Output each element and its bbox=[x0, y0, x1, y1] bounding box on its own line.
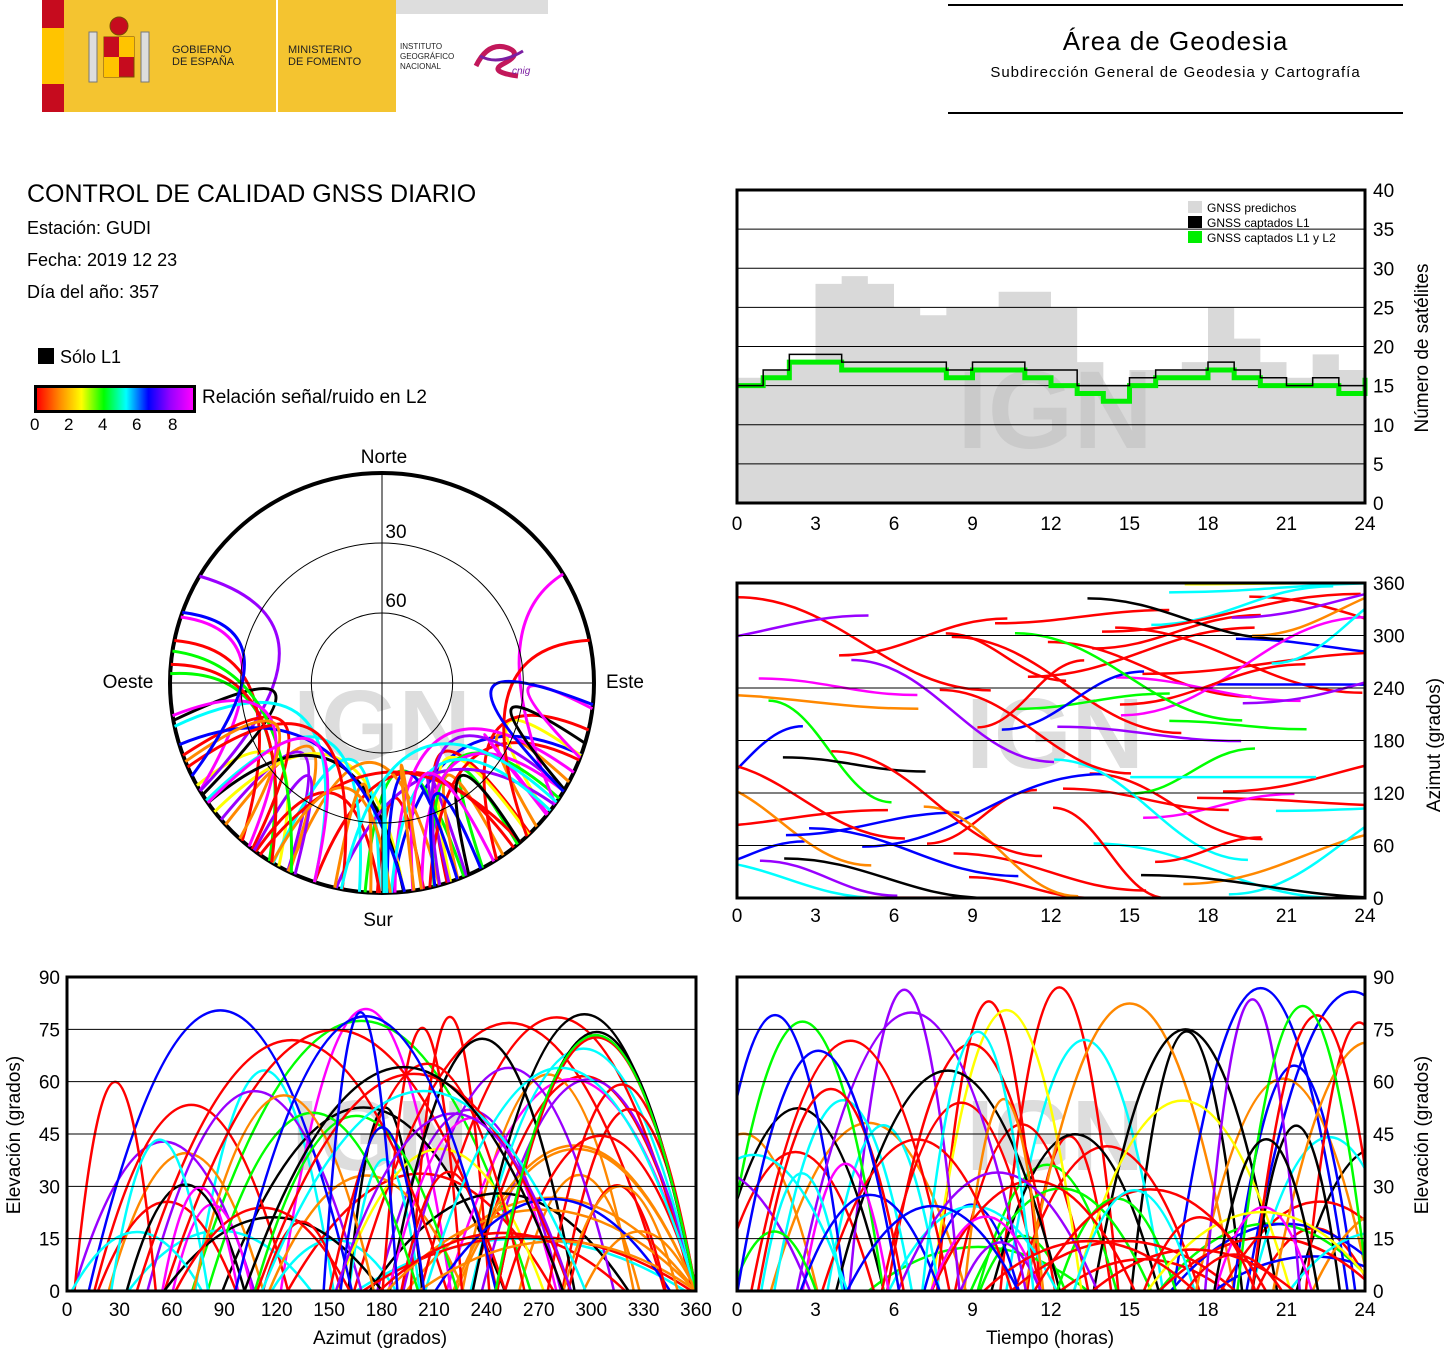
azimuth-xtick-label: 18 bbox=[1197, 906, 1219, 927]
elev-az-xtick-label: 240 bbox=[470, 1300, 503, 1321]
azimuth-track bbox=[927, 790, 1037, 844]
azimuth-ytick-label: 360 bbox=[1373, 574, 1405, 595]
skyplot-ring-label: 60 bbox=[385, 591, 407, 612]
elev-az-ytick-label: 75 bbox=[38, 1020, 60, 1042]
cnig-label: cnig bbox=[512, 66, 531, 77]
elev-az-xtick-label: 60 bbox=[161, 1300, 183, 1321]
count-xtick-label: 0 bbox=[731, 514, 743, 535]
elev-az-xlabel: Azimut (grados) bbox=[312, 1328, 448, 1349]
azimuth-ytick-label: 240 bbox=[1373, 679, 1405, 700]
snr-legend-label: Relación señal/ruido en L2 bbox=[202, 387, 427, 408]
azimuth-track bbox=[784, 858, 989, 898]
elev-az-xtick-label: 270 bbox=[522, 1300, 555, 1321]
azimuth-xtick-label: 12 bbox=[1040, 906, 1062, 927]
azimuth-track bbox=[1115, 628, 1362, 693]
azimuth-track bbox=[924, 807, 1078, 897]
count-xtick-label: 12 bbox=[1040, 514, 1062, 535]
ign-text: INSTITUTO GEOGRÁFICO NACIONAL bbox=[400, 42, 455, 71]
elev-az-xtick-label: 180 bbox=[365, 1300, 398, 1321]
elev-az-ytick-label: 60 bbox=[38, 1072, 60, 1094]
count-ytick-label: 30 bbox=[1373, 259, 1395, 281]
azimuth-track bbox=[700, 694, 919, 708]
azimuth-track bbox=[700, 761, 904, 839]
count-ytick-label: 15 bbox=[1373, 376, 1395, 398]
skyplot-south-label: Sur bbox=[363, 910, 393, 931]
azimuth-track bbox=[809, 828, 1018, 876]
elev-time-xtick-label: 3 bbox=[810, 1300, 821, 1321]
count-ytick-label: 40 bbox=[1373, 181, 1395, 202]
ign-watermark: IGN bbox=[957, 349, 1153, 472]
snr-tick-0: 0 bbox=[30, 415, 40, 434]
azimuth-xtick-label: 21 bbox=[1275, 906, 1298, 927]
elev-az-xtick-label: 210 bbox=[418, 1300, 450, 1321]
count-legend-label: GNSS predichos bbox=[1207, 201, 1297, 215]
azimuth-ylabel: Azimut (grados) bbox=[1424, 677, 1445, 813]
ign-watermark: IGN bbox=[966, 1080, 1144, 1192]
elev-time-xtick-label: 0 bbox=[731, 1300, 743, 1321]
azimuth-ytick-label: 180 bbox=[1373, 731, 1405, 753]
azimuth-track bbox=[995, 610, 1169, 623]
azimuth-track bbox=[1102, 594, 1361, 632]
elev-time-ytick-label: 15 bbox=[1373, 1229, 1395, 1251]
count-legend-swatch bbox=[1188, 231, 1202, 243]
station-label: Estación: GUDI bbox=[27, 218, 152, 238]
elev-az-ytick-label: 30 bbox=[38, 1177, 60, 1199]
azimuth-xtick-label: 3 bbox=[810, 906, 821, 927]
azimuth-track bbox=[1276, 806, 1445, 811]
count-legend-swatch bbox=[1188, 216, 1202, 228]
azimuth-ytick-label: 0 bbox=[1373, 889, 1384, 910]
elev-time-ytick-label: 0 bbox=[1373, 1282, 1384, 1303]
elev-time-xtick-label: 6 bbox=[888, 1300, 900, 1321]
azimuth-ytick-label: 120 bbox=[1373, 784, 1405, 805]
azimuth-track bbox=[1249, 597, 1445, 644]
elev-az-ylabel: Elevación (grados) bbox=[4, 1055, 25, 1215]
count-xtick-label: 6 bbox=[888, 514, 900, 535]
azimuth-xtick-label: 15 bbox=[1118, 906, 1141, 927]
count-legend-label: GNSS captados L1 bbox=[1207, 216, 1310, 230]
azimuth-track bbox=[737, 597, 991, 690]
elev-az-track bbox=[111, 1140, 208, 1291]
elev-time-ytick-label: 90 bbox=[1373, 968, 1395, 989]
elev-az-xtick-label: 0 bbox=[61, 1300, 73, 1321]
area-title: Área de Geodesia bbox=[1062, 26, 1289, 56]
count-xtick-label: 3 bbox=[810, 514, 821, 535]
elev-az-xtick-label: 30 bbox=[108, 1300, 130, 1321]
count-ylabel: Número de satélites bbox=[1412, 263, 1433, 433]
skyplot-ring-label: 30 bbox=[385, 522, 407, 543]
snr-tick-6: 6 bbox=[132, 415, 142, 434]
elev-time-xtick-label: 9 bbox=[967, 1300, 978, 1321]
skyplot-track bbox=[383, 783, 386, 893]
azimuth-xtick-label: 9 bbox=[967, 906, 978, 927]
elev-az-xtick-label: 90 bbox=[213, 1300, 235, 1321]
elev-time-ytick-label: 45 bbox=[1373, 1125, 1395, 1146]
elev-time-ylabel: Elevación (grados) bbox=[1412, 1055, 1433, 1215]
elev-az-xtick-label: 120 bbox=[260, 1300, 293, 1321]
elev-time-xtick-label: 12 bbox=[1040, 1300, 1062, 1321]
elev-time-xtick-label: 18 bbox=[1197, 1300, 1219, 1321]
elev-az-ytick-label: 90 bbox=[38, 968, 60, 989]
snr-tick-8: 8 bbox=[168, 415, 178, 434]
azimuth-ytick-label: 300 bbox=[1373, 626, 1405, 648]
gobierno-text: GOBIERNO DE ESPAÑA bbox=[172, 44, 235, 68]
snr-tick-2: 2 bbox=[64, 415, 74, 434]
count-xtick-label: 21 bbox=[1275, 514, 1298, 535]
ign-watermark: IGN bbox=[291, 1080, 469, 1192]
elev-az-ytick-label: 15 bbox=[38, 1229, 60, 1251]
azimuth-track bbox=[695, 860, 881, 898]
count-xtick-label: 24 bbox=[1354, 514, 1376, 535]
doy-label: Día del año: 357 bbox=[27, 282, 160, 302]
azimuth-track bbox=[687, 810, 888, 827]
ministerio-text: MINISTERIO DE FOMENTO bbox=[288, 44, 362, 68]
elev-az-ytick-label: 0 bbox=[49, 1282, 60, 1303]
ign-watermark: IGN bbox=[293, 670, 471, 782]
azimuth-track bbox=[839, 618, 1007, 655]
azimuth-track bbox=[1141, 875, 1395, 898]
elev-az-ytick-label: 45 bbox=[38, 1125, 60, 1146]
count-legend-label: GNSS captados L1 y L2 bbox=[1207, 231, 1336, 245]
elev-az-xtick-label: 300 bbox=[575, 1300, 608, 1321]
elev-time-xlabel: Tiempo (horas) bbox=[985, 1328, 1115, 1349]
count-legend-swatch bbox=[1188, 201, 1202, 213]
count-ytick-label: 20 bbox=[1373, 337, 1395, 359]
azimuth-track bbox=[783, 757, 926, 771]
count-ytick-label: 25 bbox=[1373, 298, 1395, 320]
ign-watermark: IGN bbox=[966, 678, 1144, 790]
skyplot-east-label: Este bbox=[605, 672, 645, 693]
elev-az-xtick-label: 330 bbox=[627, 1300, 660, 1321]
count-ytick-label: 0 bbox=[1373, 494, 1384, 515]
azimuth-xtick-label: 6 bbox=[888, 906, 900, 927]
azimuth-track bbox=[1130, 749, 1255, 794]
elev-az-xtick-label: 150 bbox=[313, 1300, 345, 1321]
skyplot-west-label: Oeste bbox=[102, 672, 154, 693]
count-ytick-label: 10 bbox=[1373, 415, 1395, 437]
azimuth-track bbox=[1142, 652, 1398, 674]
azimuth-track bbox=[1155, 837, 1261, 862]
azimuth-track bbox=[1169, 721, 1306, 729]
count-ytick-label: 35 bbox=[1373, 220, 1395, 242]
elev-time-ytick-label: 30 bbox=[1373, 1177, 1395, 1199]
azimuth-ytick-label: 60 bbox=[1373, 836, 1395, 858]
azimuth-track bbox=[1053, 808, 1166, 898]
elev-time-xtick-label: 15 bbox=[1118, 1300, 1141, 1321]
snr-tick-4: 4 bbox=[98, 415, 108, 434]
azimuth-track bbox=[759, 678, 918, 695]
azimuth-track bbox=[1087, 598, 1283, 639]
area-subtitle: Subdirección General de Geodesia y Cartografía bbox=[990, 64, 1361, 81]
elev-time-xtick-label: 21 bbox=[1275, 1300, 1298, 1321]
skyplot-north-label: Norte bbox=[360, 447, 408, 468]
elev-time-track bbox=[705, 1015, 845, 1291]
elev-time-ytick-label: 75 bbox=[1373, 1020, 1395, 1042]
count-ytick-label: 5 bbox=[1373, 454, 1384, 476]
azimuth-xtick-label: 24 bbox=[1354, 906, 1376, 927]
azimuth-track bbox=[769, 701, 892, 803]
date-label: Fecha: 2019 12 23 bbox=[27, 250, 178, 270]
count-xtick-label: 9 bbox=[967, 514, 978, 535]
elev-time-xtick-label: 24 bbox=[1354, 1300, 1376, 1321]
l1-legend-label: Sólo L1 bbox=[60, 347, 122, 367]
elev-time-track bbox=[1312, 1210, 1445, 1291]
report-title: CONTROL DE CALIDAD GNSS DIARIO bbox=[27, 180, 477, 208]
elev-az-xtick-label: 360 bbox=[680, 1300, 712, 1321]
count-xtick-label: 15 bbox=[1118, 514, 1141, 535]
elev-time-ytick-label: 60 bbox=[1373, 1072, 1395, 1094]
count-xtick-label: 18 bbox=[1197, 514, 1219, 535]
azimuth-xtick-label: 0 bbox=[731, 906, 743, 927]
azimuth-track bbox=[1223, 753, 1445, 791]
